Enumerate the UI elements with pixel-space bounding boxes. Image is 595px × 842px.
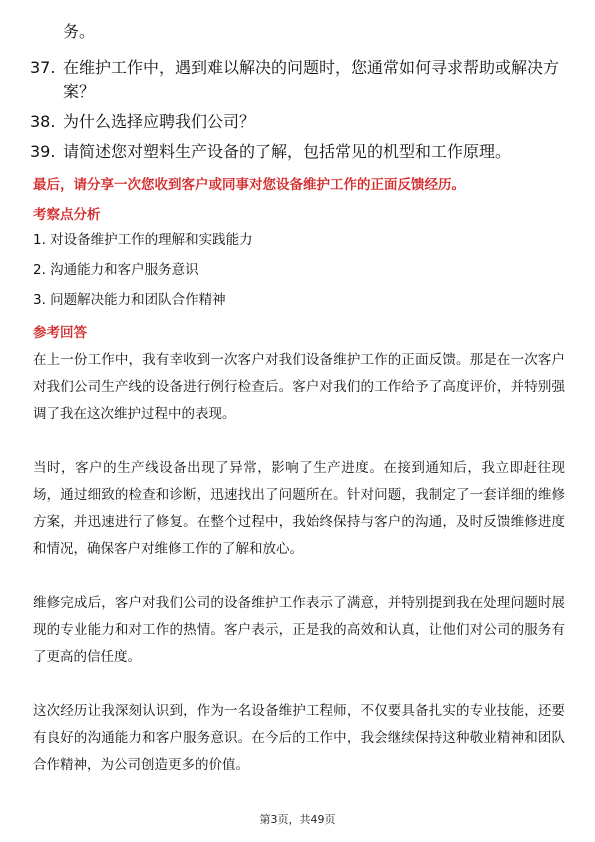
question-item [30,56,570,104]
key-point-item: 1. 对设备维护工作的理解和实践能力 [33,232,253,248]
question-number: 37. [30,58,56,77]
question-item [30,110,570,134]
key-points-list [33,230,253,320]
answer-body [33,347,565,806]
answer-paragraph: 这次经历让我深刻认识到，作为一名设备维护工程师，不仅要具备扎实的专业技能，还要有良好的沟通能力和客户服务意识。在今后的工作中，我会继续保持这种敬业精神和团队合作精神，为公司创造更多的价值。 [33,703,565,773]
question-text: 在维护工作中，遇到难以解决的问题时，您通常如何寻求帮助或解决方案？ [63,58,560,101]
answer-paragraph: 在上一份工作中，我有幸收到一次客户对我们设备维护工作的正面反馈。那是在一次客户对我们公司生产线的设备进行例行检查后。客户对我们的工作给予了高度评价，并特别强调了我在这次维护过程中的表现。 [33,352,565,422]
page-footer: 第3页，共49页 [259,813,336,826]
continuation-text: 务。 [63,22,96,41]
key-point-item: 2. 沟通能力和客户服务意识 [33,262,199,278]
question-number: 39. [30,142,56,161]
featured-question: 最后，请分享一次您收到客户或同事对您设备维护工作的正面反馈经历。 [33,177,465,193]
answer-paragraph: 当时，客户的生产线设备出现了异常，影响了生产进度。在接到通知后，我立即赶往现场，通过细致的检查和诊断，迅速找出了问题所在。针对问题，我制定了一套详细的维修方案，并迅速进行了修复。在整个过程中，我始终保持与客户的沟通，及时反馈维修进度和情况，确保客户对维修工作的了解和放心。 [33,460,565,557]
question-text: 为什么选择应聘我们公司？ [63,112,256,131]
question-item [30,140,570,164]
key-points-heading: 考察点分析 [33,207,101,223]
question-list [30,56,570,170]
question-number: 38. [30,112,56,131]
answer-paragraph: 维修完成后，客户对我们公司的设备维护工作表示了满意，并特别提到我在处理问题时展现的专业能力和对工作的热情。客户表示，正是我的高效和认真，让他们对公司的服务有了更高的信任度。 [33,595,565,665]
question-text: 请简述您对塑料生产设备的了解，包括常见的机型和工作原理。 [63,142,512,161]
answer-heading: 参考回答 [33,325,87,341]
key-point-item: 3. 问题解决能力和团队合作精神 [33,292,226,308]
